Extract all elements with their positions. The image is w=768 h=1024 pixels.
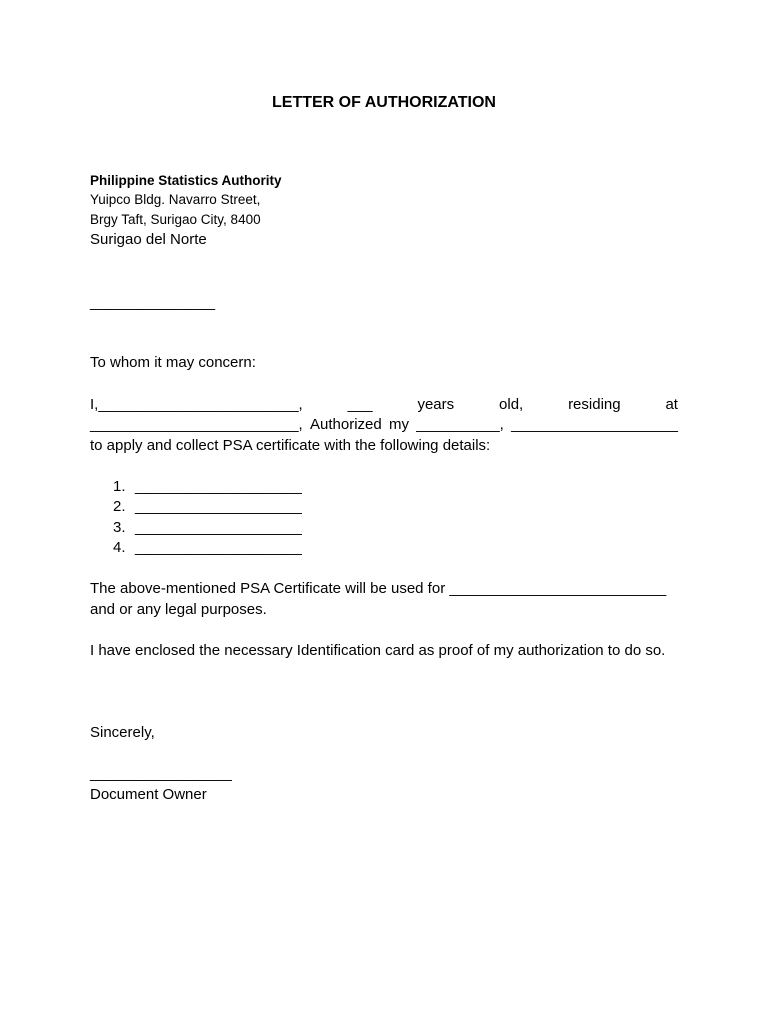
detail-number: 2. bbox=[113, 498, 126, 515]
detail-number: 3. bbox=[113, 519, 126, 536]
body-word: years bbox=[417, 396, 455, 413]
body-word: old, bbox=[499, 396, 524, 413]
body-line-3: to apply and collect PSA certificate with the following details: bbox=[90, 437, 491, 454]
body-word: Authorized bbox=[310, 416, 382, 433]
name-blank: ____________________ bbox=[511, 416, 678, 433]
date-blank: _______________ bbox=[90, 294, 216, 311]
detail-item bbox=[113, 478, 302, 495]
purpose-line-1: The above-mentioned PSA Certificate will be used for __________________________ bbox=[90, 580, 667, 597]
detail-blank: ____________________ bbox=[135, 478, 302, 495]
detail-blank: ____________________ bbox=[135, 519, 302, 536]
letter-title: LETTER OF AUTHORIZATION bbox=[272, 94, 496, 111]
purpose-line-2: and or any legal purposes. bbox=[90, 601, 267, 618]
detail-number: 1. bbox=[113, 478, 126, 495]
body-word: residing bbox=[568, 396, 621, 413]
salutation: To whom it may concern: bbox=[90, 354, 256, 371]
relation-blank: __________, bbox=[416, 416, 504, 433]
closing: Sincerely, bbox=[90, 724, 155, 741]
age-blank: ___ bbox=[347, 396, 373, 413]
detail-item bbox=[113, 519, 302, 536]
signature-blank: _________________ bbox=[90, 765, 232, 782]
signatory: Document Owner bbox=[90, 786, 207, 803]
detail-blank: ____________________ bbox=[135, 539, 302, 556]
detail-item bbox=[113, 539, 302, 556]
recipient-address-line2: Brgy Taft, Surigao City, 8400 bbox=[90, 212, 261, 227]
body-word: my bbox=[388, 416, 409, 433]
enclosure-statement: I have enclosed the necessary Identification card as proof of my authorization to do so. bbox=[90, 642, 666, 659]
body-line-2 bbox=[90, 416, 678, 433]
recipient-address-line1: Yuipco Bldg. Navarro Street, bbox=[90, 192, 261, 207]
body-word: I,________________________, bbox=[90, 396, 303, 413]
detail-blank: ____________________ bbox=[135, 498, 302, 515]
body-word: at bbox=[665, 396, 678, 413]
address-blank: _________________________, bbox=[90, 416, 303, 433]
detail-number: 4. bbox=[113, 539, 126, 556]
detail-item bbox=[113, 498, 302, 515]
recipient-org: Philippine Statistics Authority bbox=[90, 173, 282, 188]
body-line-1 bbox=[90, 396, 678, 413]
recipient-province: Surigao del Norte bbox=[90, 231, 207, 248]
